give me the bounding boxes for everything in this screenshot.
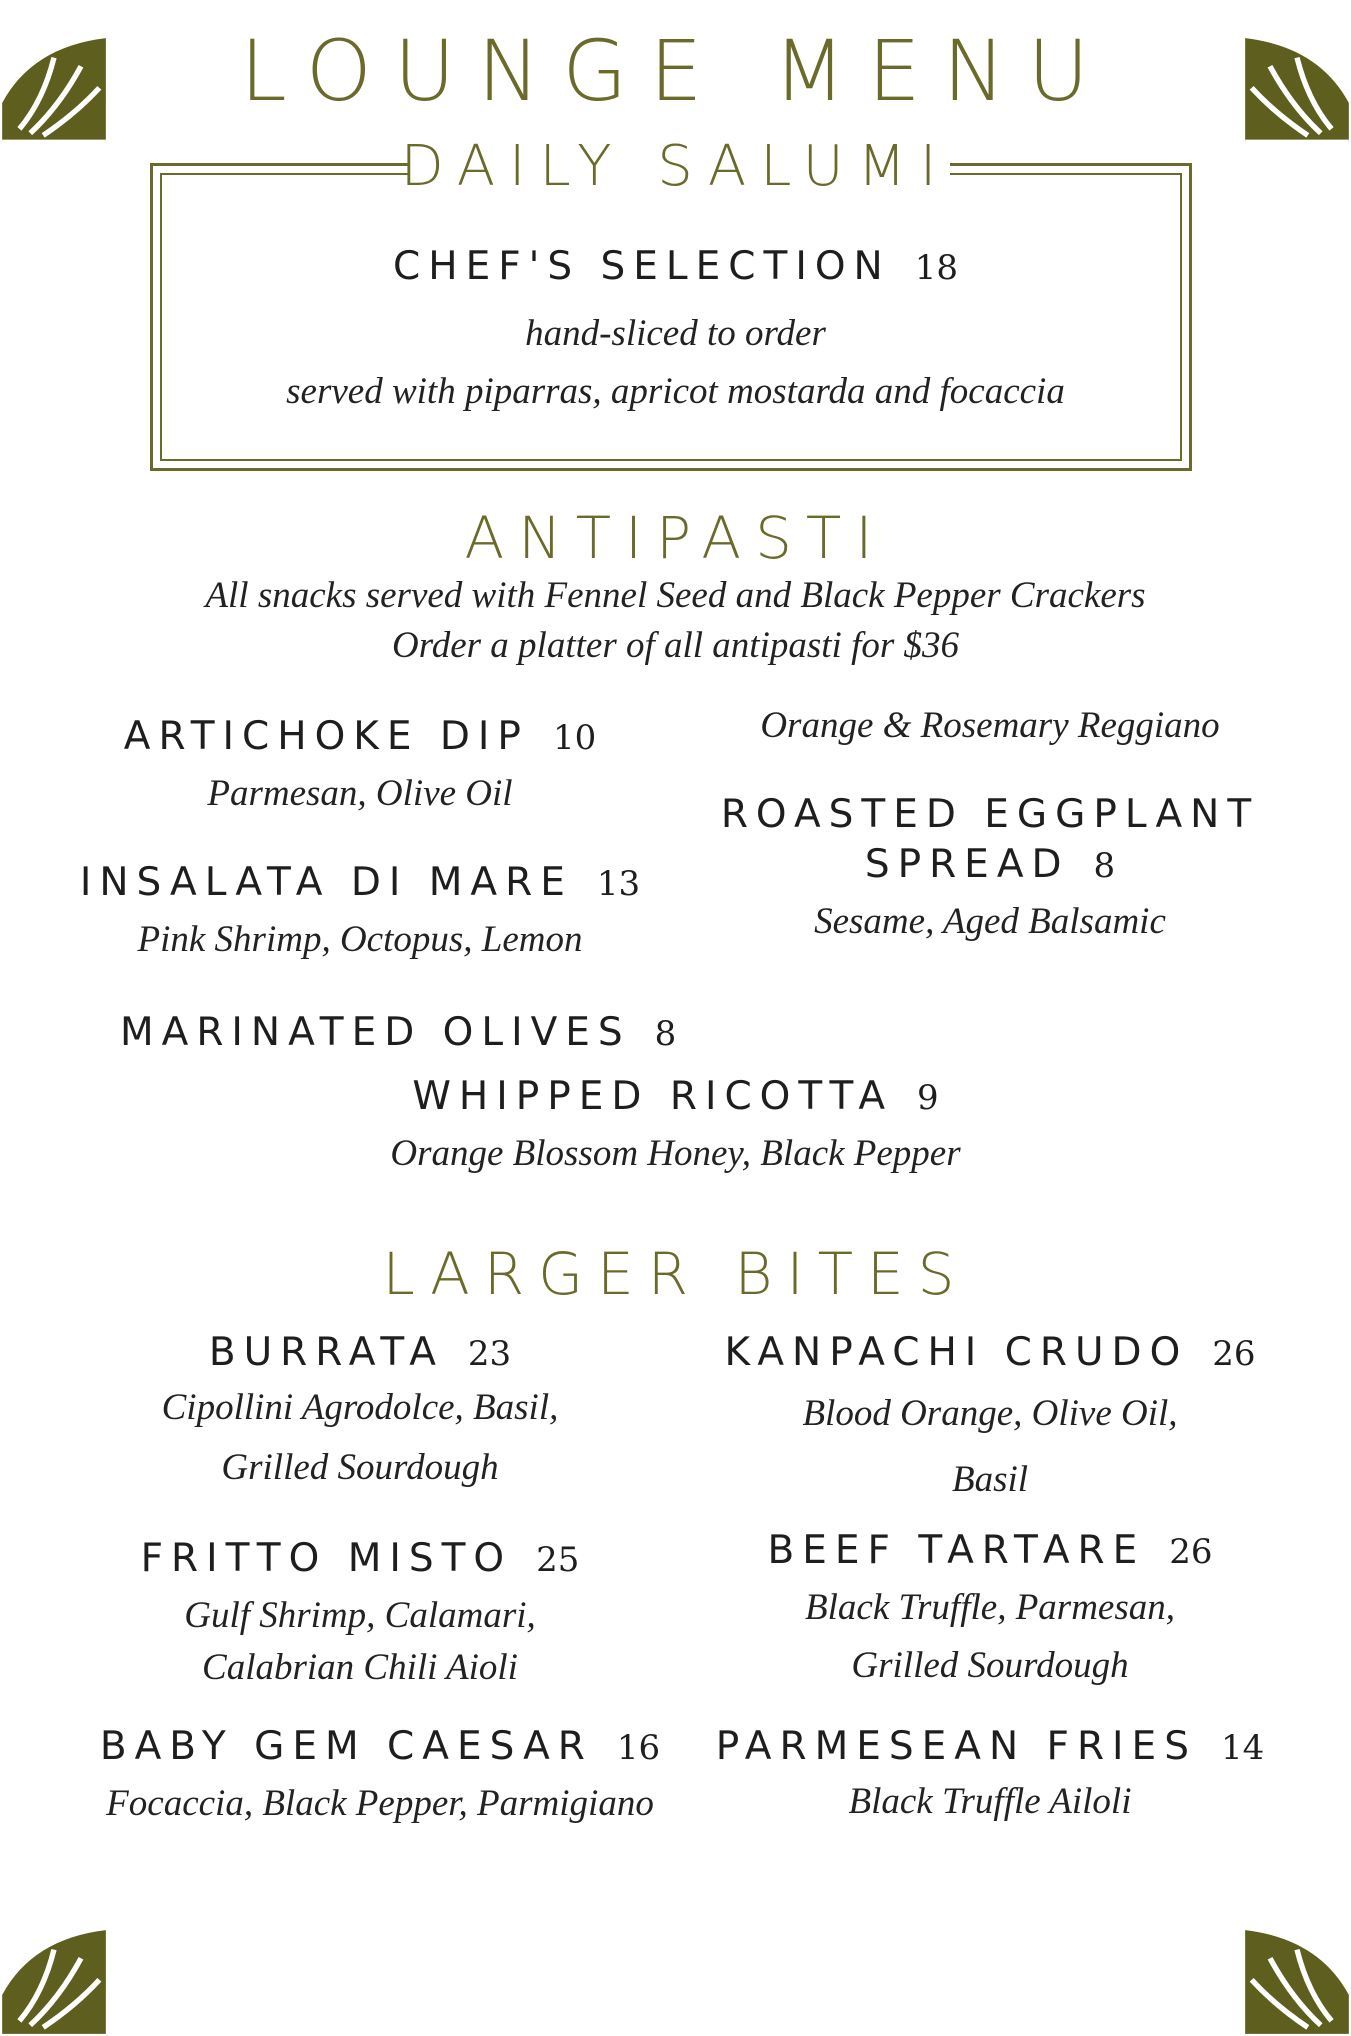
antipasti-note-2: Order a platter of all antipasti for $36 xyxy=(391,625,959,666)
menu-item-desc: Focaccia, Black Pepper, Parmigiano xyxy=(106,1783,654,1824)
menu-item-desc: Grilled Sourdough xyxy=(221,1447,499,1488)
menu-item-name: BURRATA 23 xyxy=(208,1330,512,1375)
menu-item-desc: Pink Shrimp, Octopus, Lemon xyxy=(137,919,583,960)
menu-item-name: MARINATED OLIVES 8 xyxy=(120,1010,677,1055)
menu-item-desc: Orange & Rosemary Reggiano xyxy=(760,705,1220,746)
menu-item-desc: Calabrian Chili Aioli xyxy=(202,1647,518,1688)
menu-item-desc: Gulf Shrimp, Calamari, xyxy=(184,1595,536,1636)
menu-item-desc: Parmesan, Olive Oil xyxy=(207,773,513,814)
menu-item-name: WHIPPED RICOTTA 9 xyxy=(412,1074,939,1119)
salumi-line-2: served with piparras, apricot mostarda and focaccia xyxy=(286,371,1065,412)
menu-item-name: BABY GEM CAESAR 16 xyxy=(99,1724,661,1769)
page-title: LOUNGE MENU xyxy=(240,22,1111,120)
menu-item-desc: Cipollini Agrodolce, Basil, xyxy=(161,1387,559,1428)
menu-item-desc: Grilled Sourdough xyxy=(851,1645,1129,1686)
fan-ornament-icon xyxy=(1243,1928,1351,2036)
menu-item-name: PARMESEAN FRIES 14 xyxy=(715,1724,1265,1769)
larger-bites-heading: LARGER BITES xyxy=(382,1240,969,1308)
menu-item-desc: Black Truffle Ailoli xyxy=(848,1781,1132,1822)
menu-item-desc: Blood Orange, Olive Oil, xyxy=(802,1393,1178,1434)
menu-item-desc: Basil xyxy=(951,1459,1029,1500)
salumi-item-name: CHEF'S SELECTION xyxy=(393,244,891,289)
salumi-heading: DAILY SALUMI xyxy=(400,134,951,199)
menu-item-name: INSALATA DI MARE 13 xyxy=(79,860,641,905)
antipasti-heading: ANTIPASTI xyxy=(464,504,887,572)
menu-item-name: ROASTED EGGPLANT xyxy=(720,792,1260,837)
menu-item-name: SPREAD 8 xyxy=(864,842,1116,887)
salumi-item-price: 18 xyxy=(914,248,958,288)
menu-item-name: FRITTO MISTO 25 xyxy=(140,1536,580,1581)
antipasti-note-1: All snacks served with Fennel Seed and Black Pepper Crackers xyxy=(205,575,1146,616)
salumi-line-1: hand-sliced to order xyxy=(525,313,826,354)
menu-item-name: BEEF TARTARE 26 xyxy=(767,1528,1213,1573)
menu-item-name: KANPACHI CRUDO 26 xyxy=(724,1330,1256,1375)
salumi-item xyxy=(0,244,1351,289)
menu-item-desc: Sesame, Aged Balsamic xyxy=(814,901,1166,942)
menu-item-desc: Black Truffle, Parmesan, xyxy=(805,1587,1175,1628)
fan-ornament-icon xyxy=(0,1928,108,2036)
menu-item-desc: Orange Blossom Honey, Black Pepper xyxy=(390,1133,961,1174)
menu-item-name: ARTICHOKE DIP 10 xyxy=(123,714,597,759)
